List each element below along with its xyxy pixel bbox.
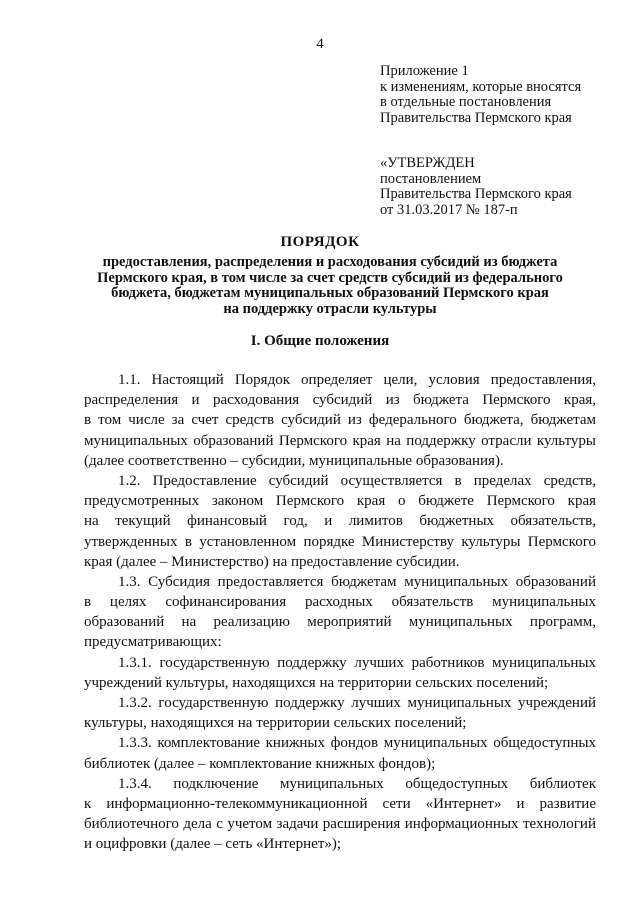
paragraph-1-3-4 [84, 774, 596, 855]
section-heading: I. Общие положения [250, 333, 390, 349]
text-line: 1.3. Субсидия предоставляется бюджетам муниципальных образований [118, 573, 596, 590]
subtitle-line: бюджета, бюджетам муниципальных образований Пермского края [111, 285, 549, 301]
approval-line: Правительства Пермского края [380, 186, 572, 202]
appendix-line: Приложение 1 [380, 63, 469, 79]
approval-line: «УТВЕРЖДЕН [380, 155, 475, 171]
paragraph-1-3 [84, 572, 596, 653]
text-line: к информационно-телекоммуникационной сети «Интернет» и развитие [84, 795, 596, 812]
subtitle-line: Пермского края, в том числе за счет средств субсидий из федерального [97, 269, 563, 286]
approval-line: от 31.03.2017 № 187-п [380, 201, 518, 218]
text-line: 1.3.1. государственную поддержку лучших работников муниципальных [118, 654, 596, 671]
text-line: образований на реализацию мероприятий муниципальных программ, [84, 614, 596, 631]
text-line: и оцифровки (далее – сеть «Интернет»); [84, 836, 342, 853]
page-number: 4 [316, 36, 324, 52]
subtitle-line: предоставления, распределения и расходования субсидий из бюджета [102, 254, 558, 270]
text-line: в том числе за счет средств субсидий из федерального бюджета, бюджетам [84, 412, 596, 429]
text-line: распределения и расходования субсидий из бюджета Пермского края, [84, 392, 596, 409]
document-title: ПОРЯДОК [280, 234, 360, 250]
text-line: на текущий финансовый год, и лимитов бюджетных обязательств, [84, 513, 596, 530]
paragraph-1-2 [84, 471, 596, 572]
appendix-line: Правительства Пермского края [380, 109, 572, 126]
text-line: 1.3.4. подключение муниципальных общедоступных библиотек [118, 775, 596, 792]
text-line: края (далее – Министерство) на предоставление субсидии. [84, 553, 460, 570]
text-line: библиотек (далее – комплектование книжных фондов); [84, 755, 436, 772]
text-line: библиотечного дела с учетом задачи расширения информационных технологий [84, 816, 596, 833]
text-line: утвержденных в установленном порядке Министерству культуры Пермского [84, 533, 596, 550]
approval-block [380, 156, 572, 218]
appendix-block [380, 64, 581, 126]
document-subtitle [60, 255, 600, 317]
paragraph-1-3-3 [84, 733, 596, 773]
text-line: 1.3.2. государственную поддержку лучших муниципальных учреждений [118, 695, 596, 711]
paragraph-1-3-1 [84, 653, 596, 693]
approval-line: постановлением [380, 170, 482, 187]
text-line: предусматривающих: [84, 634, 222, 651]
document-body [84, 370, 596, 855]
text-line: культуры, находящихся на территории сельских поселений; [84, 715, 467, 732]
text-line: в целях софинансирования расходных обязательств муниципальных [84, 594, 596, 611]
text-line: предусмотренных законом Пермского края о бюджете Пермского края [84, 493, 596, 510]
text-line: 1.2. Предоставление субсидий осуществляется в пределах средств, [118, 472, 596, 489]
paragraph-1-1 [84, 370, 596, 471]
text-line: 1.3.3. комплектование книжных фондов муниципальных общедоступных [118, 735, 596, 752]
text-line: муниципальных образований Пермского края на поддержку отрасли культуры [84, 432, 596, 449]
text-line: учреждений культуры, находящихся на территории сельских поселений; [84, 674, 549, 691]
paragraph-1-3-2 [84, 693, 596, 733]
subtitle-line: на поддержку отрасли культуры [223, 300, 437, 317]
text-line: (далее соответственно – субсидии, муниципальные образования). [84, 452, 504, 469]
appendix-line: к изменениям, которые вносятся [380, 78, 582, 95]
text-line: 1.1. Настоящий Порядок определяет цели, условия предоставления, [118, 372, 596, 388]
appendix-line: в отдельные постановления [380, 94, 552, 110]
